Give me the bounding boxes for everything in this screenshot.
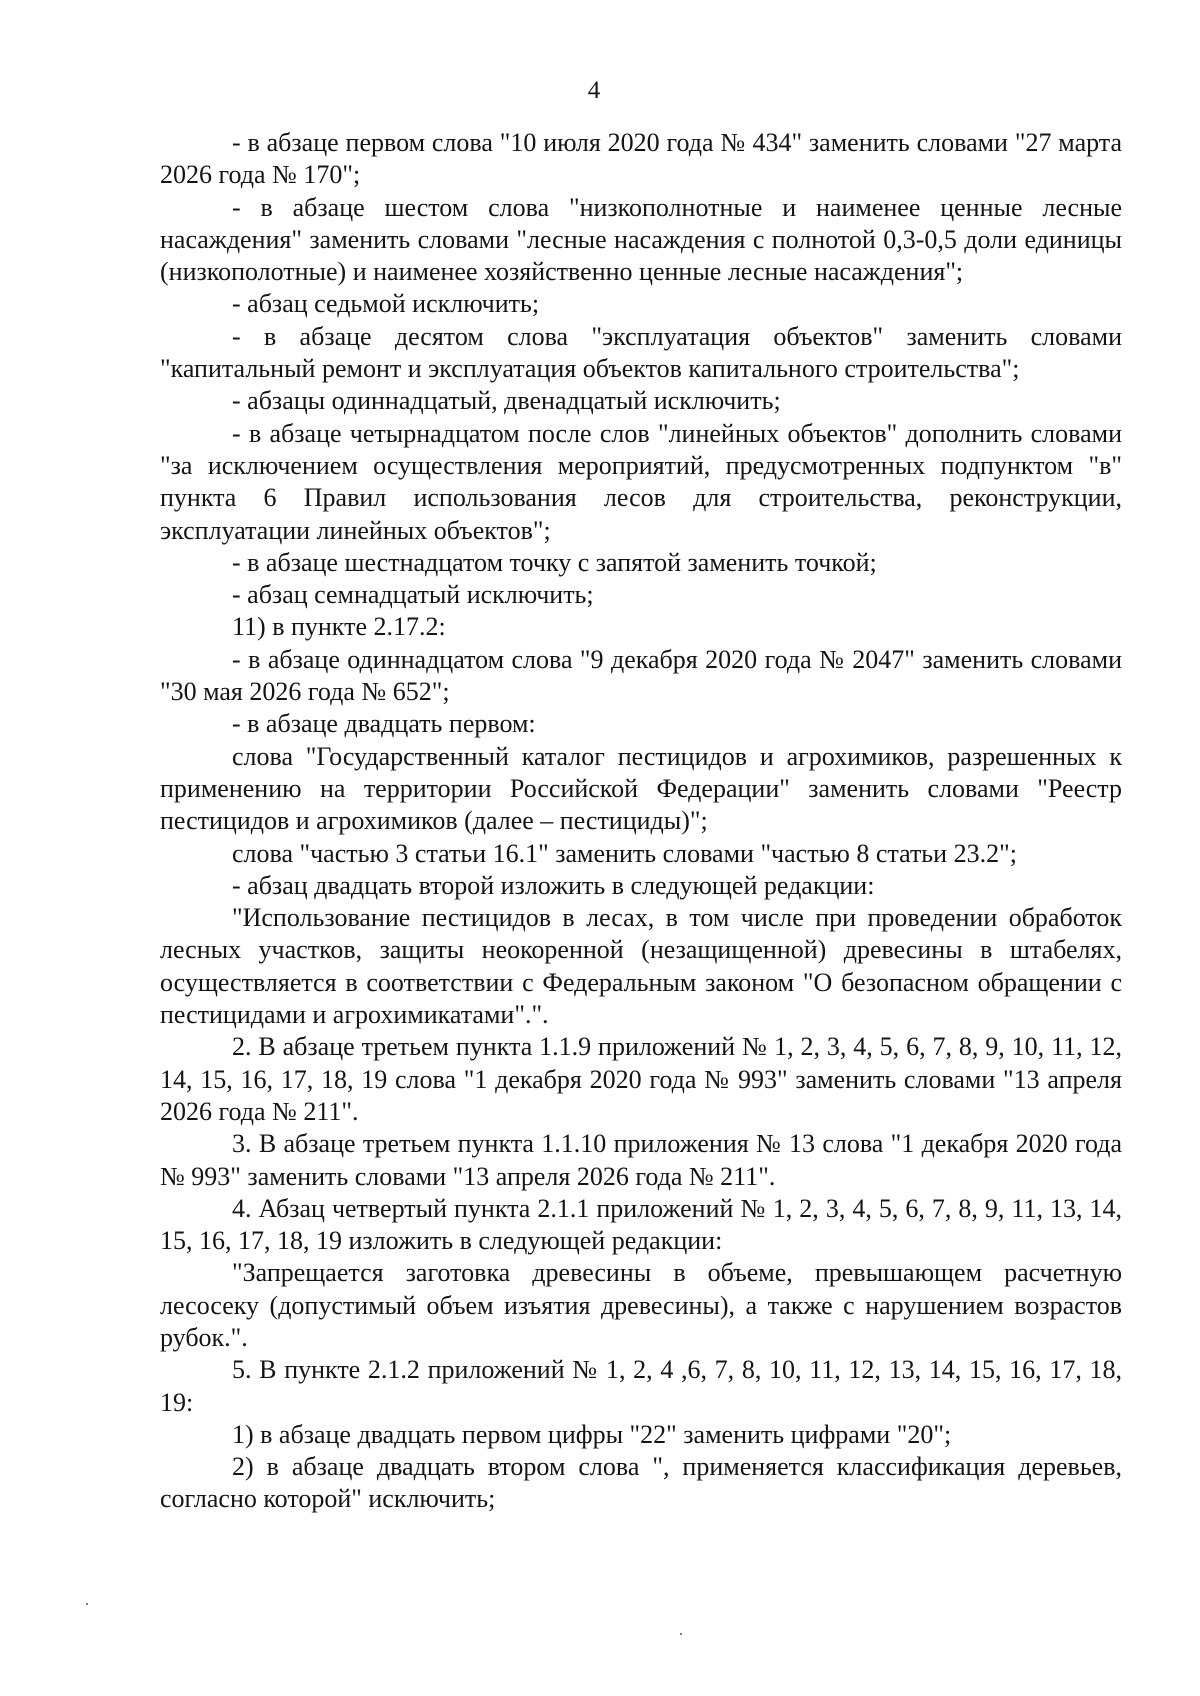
document-body [160, 127, 1122, 1516]
paragraph: - в абзаце первом слова "10 июля 2020 года № 434" заменить словами "27 марта 2026 года № 170"; [160, 128, 1122, 190]
paragraph: "Использование пестицидов в лесах, в том числе при проведении обработок лесных участков, защиты неокоренной (незащищенной) древесины в штабелях, осуществляется в соответствии с Федеральным законом "О безопасном обращении с пестицидами и агрохимикатами".". [160, 903, 1122, 1030]
paragraph: - абзац двадцать второй изложить в следующей редакции: [232, 870, 875, 900]
paragraph: - в абзаце десятом слова "эксплуатация объектов" заменить словами "капитальный ремонт и эксплуатация объектов капитального строительства"; [160, 321, 1122, 384]
paragraph: - в абзаце шестом слова "низкополнотные и наименее ценные лесные насаждения" заменить словами "лесные насаждения с полнотой 0,3-0,5 доли единицы (низкополотные) и наименее хозяйственно ценные лесные насаждения"; [160, 192, 1122, 287]
paragraph: 2. В абзаце третьем пункта 1.1.9 приложений № 1, 2, 3, 4, 5, 6, 7, 8, 9, 10, 11, 12, 14, 15, 16, 17, 18, 19 слова "1 декабря 2020 года № 993" заменить словами "13 апреля 2026 года № 211". [160, 1032, 1122, 1126]
paragraph: - в абзаце одиннадцатом слова "9 декабря 2020 года № 2047" заменить словами "30 мая 2026 года № 652"; [160, 644, 1122, 707]
paragraph: 3. В абзаце третьем пункта 1.1.10 приложения № 13 слова "1 декабря 2020 года № 993" заменить словами "13 апреля 2026 года № 211". [160, 1129, 1122, 1191]
paragraph: слова "частью 3 статьи 16.1" заменить словами "частью 8 статьи 23.2"; [232, 838, 1017, 868]
paragraph: "Запрещается заготовка древесины в объеме, превышающем расчетную лесосеку (допустимый объем изъятия древесины), а также с нарушением возрастов рубок.". [160, 1258, 1122, 1352]
paragraph: 1) в абзаце двадцать первом цифры "22" заменить цифрами "20"; [232, 1419, 952, 1449]
paragraph: - в абзаце двадцать первом: [232, 709, 536, 739]
scan-speck [680, 1633, 682, 1635]
page-number: 4 [587, 77, 601, 104]
paragraph: - абзацы одиннадцатый, двенадцатый исключить; [232, 386, 781, 416]
paragraph: 4. Абзац четвертый пункта 2.1.1 приложений № 1, 2, 3, 4, 5, 6, 7, 8, 9, 11, 13, 14, 15, 16, 17, 18, 19 изложить в следующей редакции: [160, 1193, 1122, 1256]
paragraph: - в абзаце шестнадцатом точку с запятой заменить точкой; [232, 547, 877, 577]
paragraph: слова "Государственный каталог пестицидов и агрохимиков, разрешенных к применению на территории Российской Федерации" заменить словами "Реестр пестицидов и агрохимиков (далее – пестициды)"; [160, 741, 1122, 836]
scan-speck [86, 1603, 88, 1605]
paragraph: 11) в пункте 2.17.2: [232, 612, 446, 642]
paragraph: 2) в абзаце двадцать втором слова ", применяется классификация деревьев, согласно которой" исключить; [160, 1452, 1122, 1514]
paragraph: - абзац седьмой исключить; [232, 289, 540, 319]
paragraph: - абзац семнадцатый исключить; [232, 580, 594, 610]
paragraph: - в абзаце четырнадцатом после слов "линейных объектов" дополнить словами "за исключением осуществления мероприятий, предусмотренных подпунктом "в" пункта 6 Правил использования лесов для строительства, реконструкции, эксплуатации линейных объектов"; [160, 418, 1122, 545]
paragraph: 5. В пункте 2.1.2 приложений № 1, 2, 4 ,6, 7, 8, 10, 11, 12, 13, 14, 15, 16, 17, 18, 19: [160, 1355, 1122, 1417]
